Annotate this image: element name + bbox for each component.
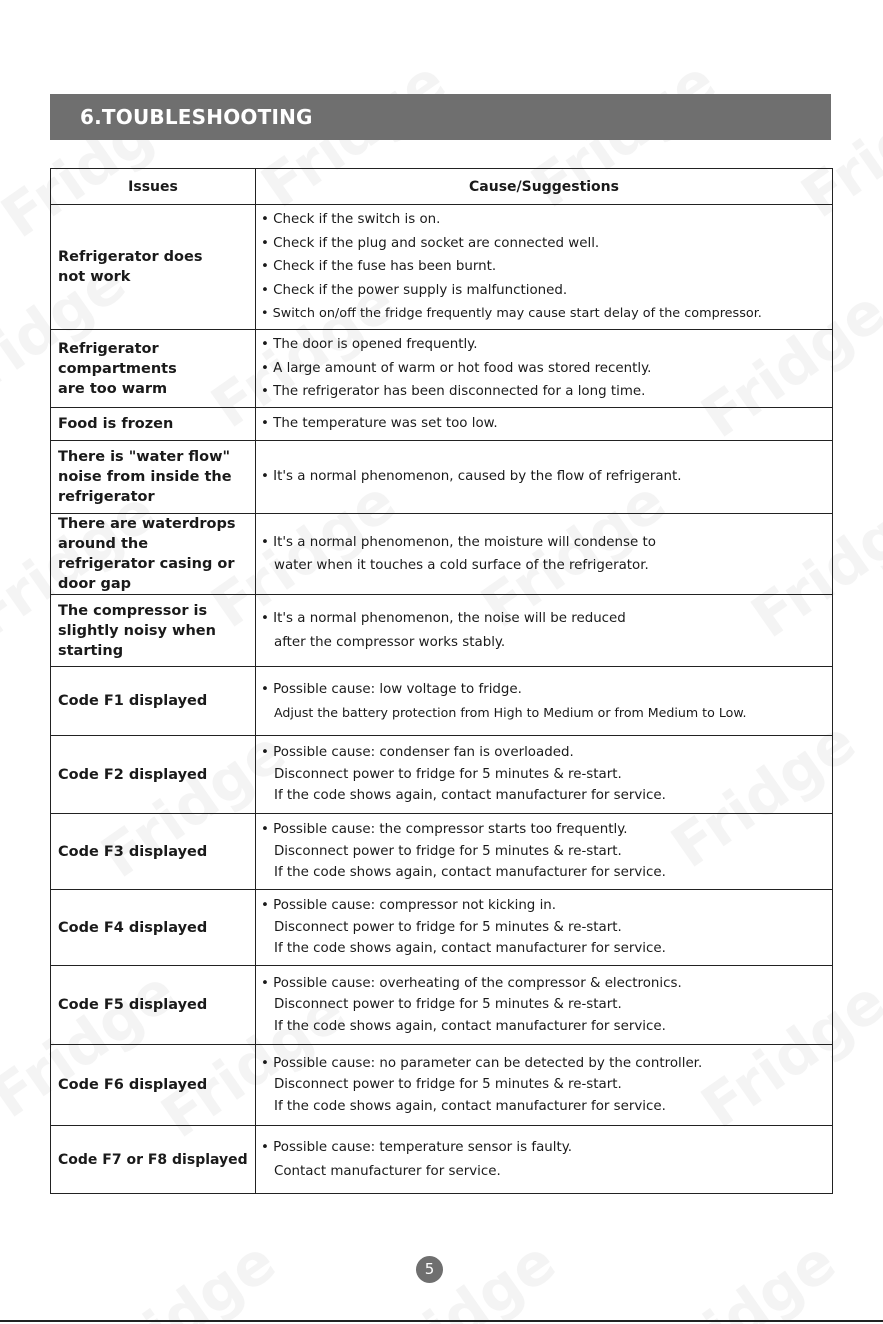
cause-line: • Check if the fuse has been burnt. xyxy=(261,259,497,275)
issue-cell: Code F2 displayed xyxy=(51,736,256,814)
cause-cell xyxy=(256,1126,833,1194)
troubleshooting-table xyxy=(50,168,833,1194)
cause-line: • Possible cause: no parameter can be detected by the controller. xyxy=(261,1055,703,1071)
cause-line: If the code shows again, contact manufacturer for service. xyxy=(274,1098,666,1114)
table-row xyxy=(51,330,833,408)
cause-line: If the code shows again, contact manufacturer for service. xyxy=(274,788,666,804)
issue-cell: Refrigerator compartments are too warm xyxy=(51,330,256,408)
cause-line: • Possible cause: low voltage to fridge. xyxy=(261,681,522,697)
table-row xyxy=(51,1126,833,1194)
cause-line: • A large amount of warm or hot food was stored recently. xyxy=(261,360,652,376)
cause-line: • Possible cause: condenser fan is overloaded. xyxy=(261,745,574,761)
cause-cell xyxy=(256,408,833,441)
issue-cell: Food is frozen xyxy=(51,408,256,441)
cause-cell xyxy=(256,667,833,736)
table-row xyxy=(51,441,833,514)
table-row xyxy=(51,890,833,966)
cause-line: • Switch on/off the fridge frequently may cause start delay of the compressor. xyxy=(261,306,762,322)
cause-line: • Possible cause: overheating of the compressor & electronics. xyxy=(261,975,682,991)
issue-cell: Code F5 displayed xyxy=(51,966,256,1045)
cause-line: after the compressor works stably. xyxy=(274,634,506,650)
watermark xyxy=(639,1227,847,1324)
table-row xyxy=(51,205,833,330)
cause-line: • Possible cause: the compressor starts too frequently. xyxy=(261,822,628,838)
cause-cell xyxy=(256,205,833,330)
cause-line: • Check if the power supply is malfunctioned. xyxy=(261,282,568,298)
cause-line: Disconnect power to fridge for 5 minutes & re-start. xyxy=(274,766,622,782)
cause-line: water when it touches a cold surface of the refrigerator. xyxy=(274,558,649,573)
cause-line: • Possible cause: compressor not kicking in. xyxy=(261,898,557,914)
cause-line: If the code shows again, contact manufacturer for service. xyxy=(274,865,666,881)
cause-line: Contact manufacturer for service. xyxy=(274,1163,501,1179)
cause-line: Disconnect power to fridge for 5 minutes & re-start. xyxy=(274,919,622,935)
table-row xyxy=(51,736,833,814)
issue-cell: The compressor is slightly noisy when starting xyxy=(51,595,256,667)
issue-cell: Code F4 displayed xyxy=(51,890,256,966)
cause-line: • Check if the switch is on. xyxy=(261,212,441,228)
cause-cell xyxy=(256,595,833,667)
table-row xyxy=(51,667,833,736)
cause-line: • The door is opened frequently. xyxy=(261,337,478,353)
issue-cell: There are waterdrops around the refrigerator casing or door gap xyxy=(51,514,256,595)
issue-cell: Code F1 displayed xyxy=(51,667,256,736)
table-row xyxy=(51,514,833,595)
table-row xyxy=(51,966,833,1045)
cause-line: Disconnect power to fridge for 5 minutes & re-start. xyxy=(274,1077,622,1093)
cause-line: • The refrigerator has been disconnected for a long time. xyxy=(261,384,646,400)
page-bottom-rule xyxy=(0,1320,883,1322)
cause-cell xyxy=(256,441,833,514)
issue-cell: Refrigerator does not work xyxy=(51,205,256,330)
cause-line: • It's a normal phenomenon, the noise will be reduced xyxy=(261,611,626,626)
table-row xyxy=(51,408,833,441)
watermark xyxy=(359,1227,567,1324)
cause-line: • Possible cause: temperature sensor is faulty. xyxy=(261,1140,573,1155)
cause-line: If the code shows again, contact manufacturer for service. xyxy=(274,941,666,957)
cause-cell xyxy=(256,514,833,595)
cause-cell xyxy=(256,1045,833,1126)
issue-cell: Code F3 displayed xyxy=(51,814,256,890)
cause-cell xyxy=(256,814,833,890)
page-number-badge: 5 xyxy=(416,1256,443,1283)
table-row xyxy=(51,814,833,890)
cause-line: If the code shows again, contact manufacturer for service. xyxy=(274,1018,666,1034)
issue-cell: Code F7 or F8 displayed xyxy=(51,1126,256,1194)
issue-cell: There is "water flow" noise from inside the refrigerator xyxy=(51,441,256,514)
cause-cell xyxy=(256,330,833,408)
watermark xyxy=(79,1227,287,1324)
issue-cell: Code F6 displayed xyxy=(51,1045,256,1126)
table-header-row xyxy=(51,169,833,205)
cause-line: • It's a normal phenomenon, the moisture will condense to xyxy=(261,534,656,550)
cause-line: Adjust the battery protection from High to Medium or from Medium to Low. xyxy=(274,705,747,720)
cause-line: Disconnect power to fridge for 5 minutes & re-start. xyxy=(274,843,622,859)
table-row xyxy=(51,1045,833,1126)
issues-column-header: Issues xyxy=(51,169,256,205)
section-title: 6.TOUBLESHOOTING xyxy=(50,94,831,140)
cause-line: • The temperature was set too low. xyxy=(261,416,498,432)
cause-cell xyxy=(256,966,833,1045)
cause-cell xyxy=(256,890,833,966)
table-row xyxy=(51,595,833,667)
cause-line: • Check if the plug and socket are connected well. xyxy=(261,235,600,251)
cause-line: • It's a normal phenomenon, caused by the flow of refrigerant. xyxy=(261,469,682,485)
cause-column-header: Cause/Suggestions xyxy=(256,169,833,205)
cause-line: Disconnect power to fridge for 5 minutes & re-start. xyxy=(274,997,622,1013)
cause-cell xyxy=(256,736,833,814)
